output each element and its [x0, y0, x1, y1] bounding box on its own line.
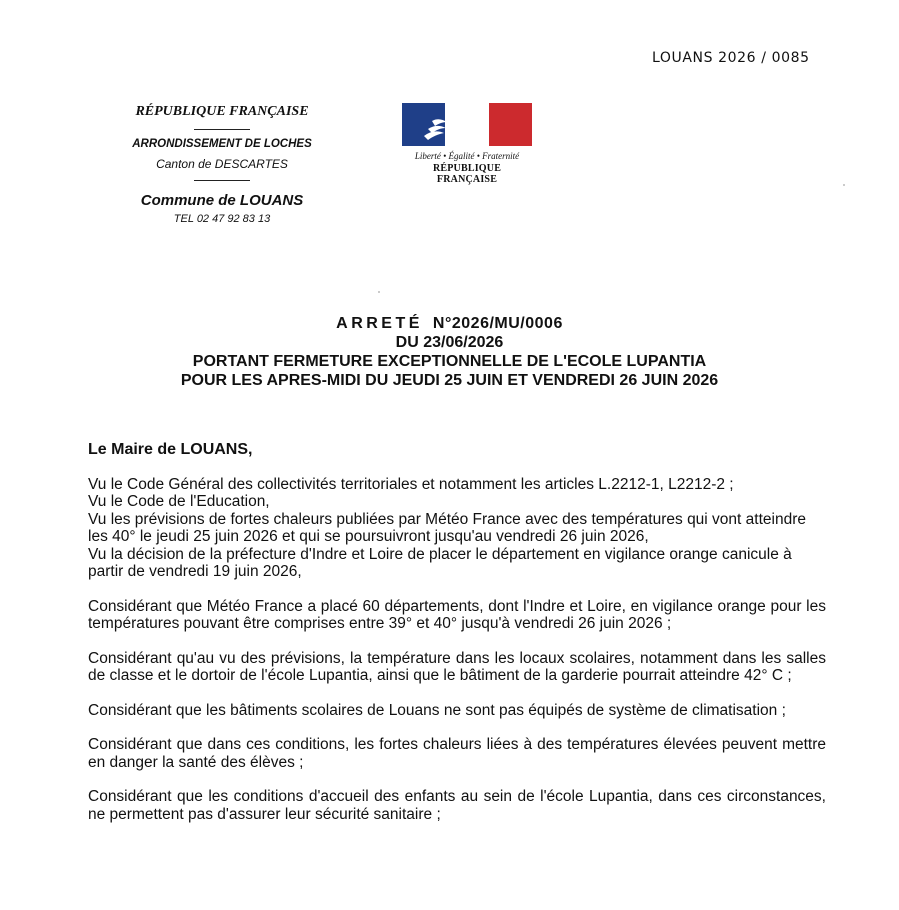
scan-speck — [378, 291, 380, 293]
visa-line: Vu les prévisions de fortes chaleurs publiées par Météo France avec des températures qui vont atteindre les 40° le jeudi 25 juin 2026 et qui se poursuivront jusqu'au vendredi 26 juin 2026, — [88, 510, 806, 545]
visa-line: Vu le Code Général des collectivités territoriales et notamment les articles L.2212-1, L2212-2 ; — [88, 475, 734, 493]
considerant-paragraph: Considérant qu'au vu des prévisions, la température dans les locaux scolaires, notamment dans les salles de classe et le dortoir de l'école Lupantia, ainsi que le bâtiment de la garderie pourrait atteindre 42° C ; — [88, 649, 826, 684]
mayor-heading: Le Maire de LOUANS, — [88, 441, 253, 458]
marianne-profile-icon — [420, 103, 484, 146]
decree-title — [0, 314, 899, 390]
considerant-paragraph: Considérant que les conditions d'accueil des enfants au sein de l'école Lupantia, dans ces circonstances, ne permettent pas d'assurer leur sécurité sanitaire ; — [88, 788, 826, 823]
arrondissement-label: ARRONDISSEMENT DE LOCHES — [132, 138, 312, 150]
decree-word: ARRETÉ — [336, 315, 423, 332]
decree-number: N°2026/MU/0006 — [432, 315, 563, 332]
logo-caption: RÉPUBLIQUE FRANÇAISE — [432, 163, 502, 185]
commune-phone: TEL 02 47 92 83 13 — [173, 213, 271, 225]
considerant-paragraph: Considérant que dans ces conditions, les fortes chaleurs liées à des températures élevées peuvent mettre en danger la santé des élèves ; — [88, 736, 826, 771]
decree-subject-line-1: PORTANT FERMETURE EXCEPTIONNELLE DE L'ECOLE LUPANTIA — [192, 353, 707, 370]
decree-subject-line-2: POUR LES APRES-MIDI DU JEUDI 25 JUIN ET VENDREDI 26 JUIN 2026 — [180, 372, 719, 389]
issuer-block — [100, 104, 344, 225]
separator-rule — [194, 129, 250, 130]
tricolor-flag-icon — [402, 103, 532, 146]
document-reference: LOUANS 2026 / 0085 — [652, 50, 810, 66]
canton-label: Canton de DESCARTES — [156, 157, 288, 171]
republic-motto: Liberté • Égalité • Fraternité — [414, 151, 520, 161]
considerant-paragraph: Considérant que les bâtiments scolaires de Louans ne sont pas équipés de système de climatisation ; — [88, 701, 786, 719]
visas-block — [88, 476, 826, 581]
scan-speck — [843, 184, 845, 186]
considerant-paragraph: Considérant que Météo France a placé 60 départements, dont l'Indre et Loire, en vigilance orange pour les températures pouvant être comprises entre 39° et 40° jusqu'à vendredi 26 juin 2026 ; — [88, 597, 826, 632]
visa-line: Vu la décision de la préfecture d'Indre et Loire de placer le département en vigilance orange canicule à partir de vendredi 19 juin 2026, — [88, 545, 792, 580]
commune-name: Commune de LOUANS — [140, 192, 304, 209]
decree-date: DU 23/06/2026 — [395, 334, 504, 351]
marianne-logo — [402, 103, 532, 185]
republique-heading: RÉPUBLIQUE FRANÇAISE — [135, 104, 309, 119]
visa-line: Vu le Code de l'Education, — [88, 493, 270, 510]
decree-body — [88, 441, 826, 840]
separator-rule — [194, 180, 250, 181]
